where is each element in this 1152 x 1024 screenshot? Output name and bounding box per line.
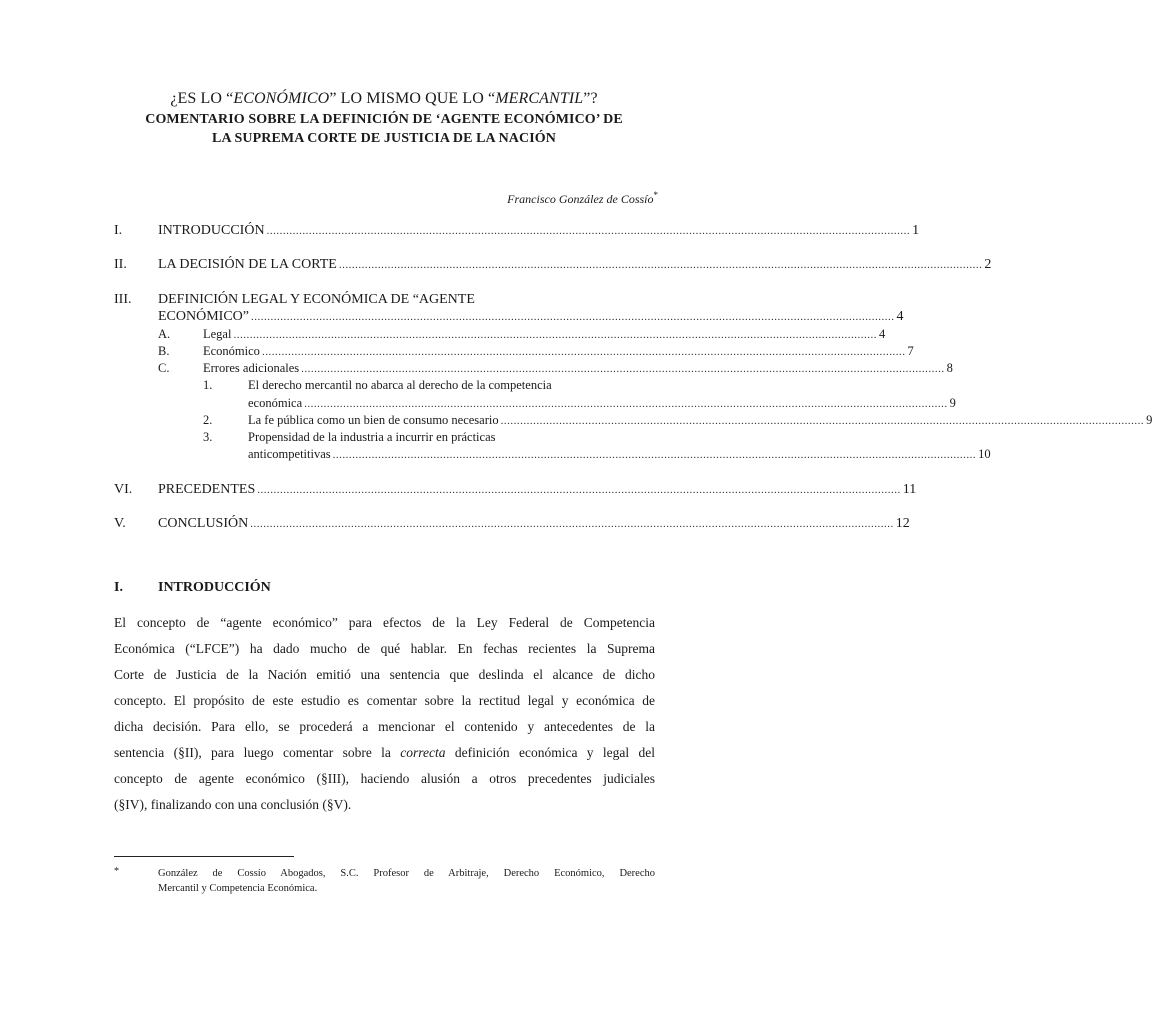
toc-entry-legal[interactable] <box>203 327 886 342</box>
footnote-line: Mercantil y Competencia Económica. <box>158 883 318 894</box>
paragraph-line: concepto. El propósito de este estudio es comentar sobre la rectitud legal y económica de <box>114 693 655 708</box>
toc-page: 2 <box>984 257 992 272</box>
author-footnote-mark[interactable]: * <box>653 190 658 200</box>
toc-page: 1 <box>912 223 920 238</box>
toc-num-i: I. <box>114 223 123 238</box>
toc-label: económica <box>248 396 303 410</box>
toc-label: LA DECISIÓN DE LA CORTE <box>158 257 337 272</box>
toc-page: 9 <box>949 396 956 410</box>
toc-page: 11 <box>902 482 917 497</box>
toc-num-a: A. <box>158 327 171 341</box>
toc-label: anticompetitivas <box>248 447 331 461</box>
toc-leader: ...................................................................................................................................................................................................... <box>301 363 945 375</box>
paragraph-text: definición económica y legal del <box>445 745 655 760</box>
title-prefix: ¿ES LO “ <box>170 90 234 107</box>
toc-num-ii: II. <box>114 257 127 272</box>
toc-leader: ...................................................................................................................................................................................................... <box>266 225 911 237</box>
paragraph-line: concepto de agente económico (§III), haciendo alusión a otros precedentes judiciales <box>114 771 655 786</box>
toc-num-iii: III. <box>114 292 132 307</box>
toc-entry-definicion[interactable] <box>158 309 904 325</box>
toc-leader: ...................................................................................................................................................................................................... <box>332 449 977 461</box>
toc-label-derecho-line1[interactable]: El derecho mercantil no abarca al derecho de la competencia <box>248 378 552 392</box>
section-number: I. <box>114 580 123 595</box>
toc-entry-economico[interactable] <box>203 344 914 359</box>
title-middle: ” LO MISMO QUE LO “ <box>329 90 496 107</box>
toc-entry-fe-publica[interactable] <box>248 413 1152 428</box>
toc-leader: ...................................................................................................................................................................................................... <box>338 259 983 271</box>
toc-label: Económico <box>203 344 260 358</box>
toc-leader: ...................................................................................................................................................................................................... <box>500 415 1145 427</box>
footnote-line: González de Cossío Abogados, S.C. Profesor de Arbitraje, Derecho Económico, Derecho <box>158 868 655 879</box>
toc-leader: ...................................................................................................................................................................................................... <box>304 398 948 410</box>
toc-page: 10 <box>978 447 991 461</box>
title-line-1 <box>0 90 768 108</box>
toc-num-c3: 3. <box>203 430 213 444</box>
toc-label: ECONÓMICO” <box>158 309 249 324</box>
title-line-3: LA SUPREMA CORTE DE JUSTICIA DE LA NACIÓN <box>212 131 556 146</box>
author-name: Francisco González de Cossío <box>507 192 654 206</box>
toc-entry-conclusion[interactable] <box>158 516 910 532</box>
paragraph-line: Económica (“LFCE”) ha dado mucho de qué hablar. En fechas recientes la Suprema <box>114 641 655 656</box>
toc-label: Errores adicionales <box>203 361 300 375</box>
toc-label-propensidad-line1[interactable]: Propensidad de la industria a incurrir en prácticas <box>248 430 496 444</box>
author-line <box>507 190 658 207</box>
section-title: INTRODUCCIÓN <box>158 580 271 595</box>
paragraph-emphasis: correcta <box>400 745 446 760</box>
toc-label-definicion-line1[interactable]: DEFINICIÓN LEGAL Y ECONÓMICA DE “AGENTE <box>158 292 475 307</box>
paragraph-line: dicha decisión. Para ello, se procederá a mencionar el contenido y antecedentes de la <box>114 719 655 734</box>
toc-num-vi: VI. <box>114 482 133 497</box>
toc-page: 9 <box>1146 413 1152 427</box>
toc-page: 4 <box>878 327 886 341</box>
toc-num-c1: 1. <box>203 378 213 392</box>
toc-num-c: C. <box>158 361 170 375</box>
paragraph-line: Corte de Justicia de la Nación emitió una sentencia que deslinda el alcance de dicho <box>114 667 655 682</box>
title-suffix: ”? <box>583 90 598 107</box>
paragraph-line: El concepto de “agente económico” para efectos de la Ley Federal de Competencia <box>114 615 655 630</box>
paragraph-line: (§IV), finalizando con una conclusión (§V). <box>114 797 352 812</box>
toc-label: La fe pública como un bien de consumo necesario <box>248 413 499 427</box>
title-emphasis-mercantil: MERCANTIL <box>495 90 584 107</box>
toc-page: 4 <box>896 309 904 324</box>
toc-leader: ...................................................................................................................................................................................................... <box>250 518 894 530</box>
title-emphasis-economico: ECONÓMICO <box>233 90 330 107</box>
toc-entry-precedentes[interactable] <box>158 482 917 498</box>
toc-num-c2: 2. <box>203 413 213 427</box>
title-line-2: COMENTARIO SOBRE LA DEFINICIÓN DE ‘AGENTE ECONÓMICO’ DE <box>145 112 623 127</box>
toc-label: CONCLUSIÓN <box>158 516 249 531</box>
toc-label: PRECEDENTES <box>158 482 256 497</box>
toc-num-b: B. <box>158 344 170 358</box>
paragraph-text: sentencia (§II), para luego comentar sobre la <box>114 745 401 760</box>
footnote-separator <box>114 856 294 857</box>
footnote-mark: * <box>114 866 119 877</box>
paragraph-line <box>114 745 655 761</box>
toc-entry-derecho-mercantil[interactable] <box>248 396 956 411</box>
toc-leader: ...................................................................................................................................................................................................... <box>257 484 901 496</box>
toc-entry-errores[interactable] <box>203 361 953 376</box>
toc-page: 7 <box>907 344 914 358</box>
toc-page: 8 <box>946 361 953 375</box>
toc-num-v: V. <box>114 516 126 531</box>
toc-label: INTRODUCCIÓN <box>158 223 265 238</box>
toc-entry-decision[interactable] <box>158 257 992 273</box>
toc-leader: ...................................................................................................................................................................................................... <box>261 346 906 358</box>
toc-leader: ...................................................................................................................................................................................................... <box>251 311 895 323</box>
toc-entry-introduccion[interactable] <box>158 223 920 239</box>
toc-entry-propensidad[interactable] <box>248 447 991 462</box>
toc-page: 12 <box>895 516 910 531</box>
toc-leader: ...................................................................................................................................................................................................... <box>233 329 877 341</box>
toc-label: Legal <box>203 327 232 341</box>
